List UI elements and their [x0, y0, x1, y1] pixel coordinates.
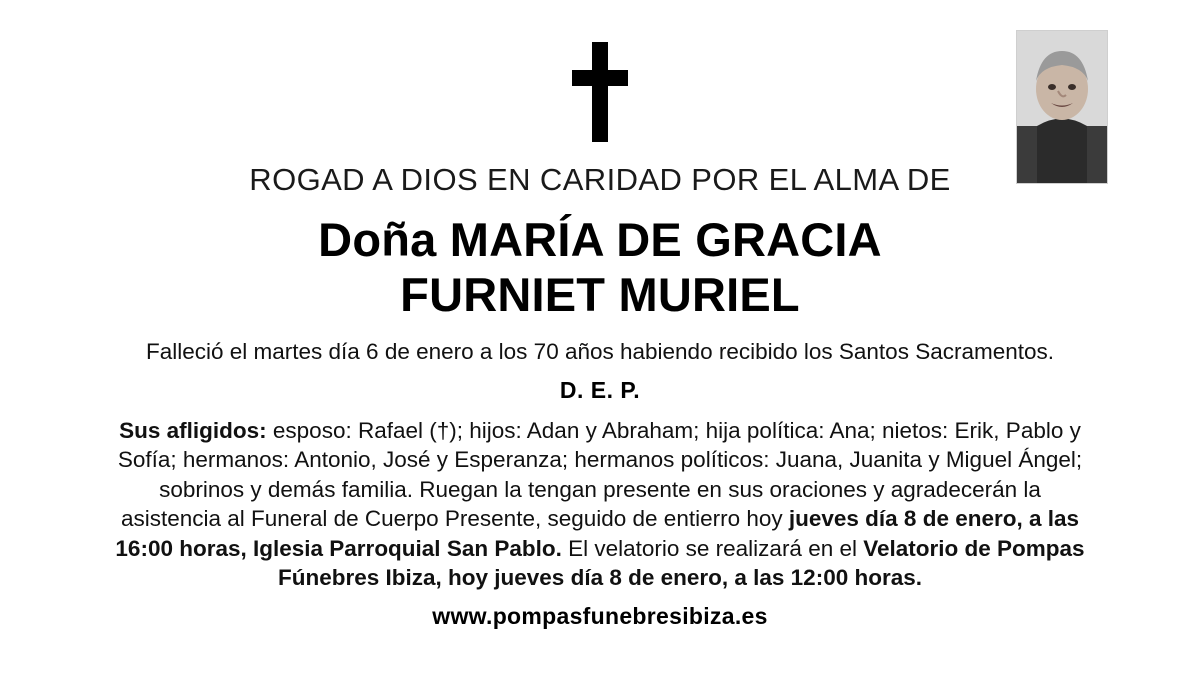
invocation-text: ROGAD A DIOS EN CARIDAD POR EL ALMA DE: [249, 162, 951, 197]
deceased-name-line-2: FURNIET MURIEL: [400, 268, 800, 322]
deceased-name: [0, 212, 1200, 323]
family-text: esposo: Rafael (†); hijos: Adan y Abraham; hija política: Ana; nietos: Erik, Pablo y Sofía; hermanos: Antonio, José y Esperanza; hermanos políticos: Juana, Juanita y Miguel Ángel; sobrinos y demás familia. Ruegan la tengan presente en sus oraciones y agradecerán la asistencia al Funeral de Cuerpo Presente, seguido de entierro hoy: [117, 417, 1083, 532]
funeral-details: jueves día 8 de enero, a las 16:00 horas, Iglesia Parroquial San Pablo.: [115, 506, 1080, 561]
wake-intro: El velatorio se realizará en el: [561, 535, 864, 561]
dep-text: D. E. P.: [559, 376, 641, 403]
portrait-image: [1017, 31, 1107, 183]
death-info-text: Falleció el martes día 6 de enero a los 70 años habiendo recibido los Santos Sacramentos.: [145, 338, 1055, 364]
deceased-name-line-1: Doña MARÍA DE GRACIA: [318, 213, 882, 266]
website-link[interactable]: www.pompasfunebresibiza.es: [432, 602, 768, 629]
family-label: Sus afligidos:: [119, 417, 267, 443]
portrait-photo: [1016, 30, 1108, 184]
wake-details: Velatorio de Pompas Fúnebres Ibiza, hoy jueves día 8 de enero, a las 12:00 horas.: [277, 535, 1085, 591]
family-message: [112, 416, 1088, 593]
latin-cross-icon: [572, 42, 628, 142]
